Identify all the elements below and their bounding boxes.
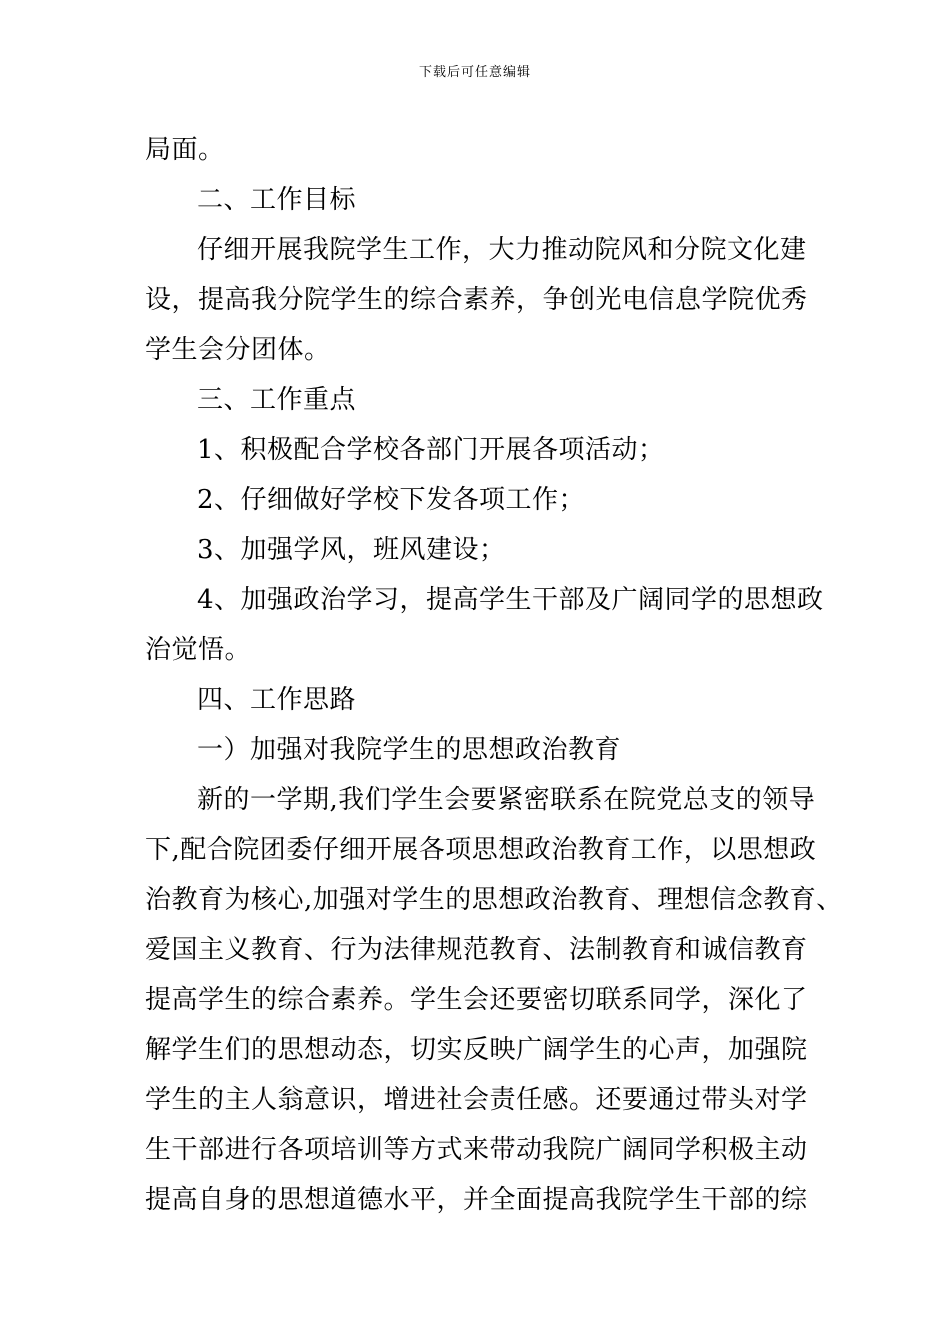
text-line-16: 治教育为核心,加强对学生的思想政治教育、理想信念教育、 <box>145 885 843 915</box>
text-line-3: 仔细开展我院学生工作，大力推动院风和分院文化建 <box>197 235 807 265</box>
text-line-5: 学生会分团体。 <box>145 335 331 365</box>
text-line-15: 下,配合院团委仔细开展各项思想政治教育工作，以思想政 <box>145 835 817 865</box>
list-item-4: 4、加强政治学习，提高学生干部及广阔同学的思想政 <box>197 585 824 615</box>
list-item-2: 2、仔细做好学校下发各项工作； <box>197 485 586 515</box>
text-line-18: 提高学生的综合素养。学生会还要密切联系同学，深化了 <box>145 985 808 1015</box>
text-line-4: 设，提高我分院学生的综合素养，争创光电信息学院优秀 <box>145 285 808 315</box>
text-line-11: 治觉悟。 <box>145 635 252 665</box>
text-line-19: 解学生们的思想动态，切实反映广阔学生的心声，加强院 <box>145 1035 808 1065</box>
section-heading-approach: 四、工作思路 <box>197 685 357 715</box>
subsection-heading-1: 一）加强对我院学生的思想政治教育 <box>197 735 622 765</box>
text-line-20: 学生的主人翁意识，增进社会责任感。还要通过带头对学 <box>145 1085 808 1115</box>
page-header-note: 下载后可任意编辑 <box>418 65 531 80</box>
text-line-21: 生干部进行各项培训等方式来带动我院广阔同学积极主动 <box>145 1135 808 1165</box>
text-line-1: 局面。 <box>145 135 225 165</box>
section-heading-goals: 二、工作目标 <box>197 185 357 215</box>
list-item-3: 3、加强学风，班风建设； <box>197 535 506 565</box>
text-line-17: 爱国主义教育、行为法律规范教育、法制教育和诚信教育 <box>145 935 808 965</box>
list-item-1: 1、积极配合学校各部门开展各项活动； <box>197 435 665 465</box>
text-line-22: 提高自身的思想道德水平，并全面提高我院学生干部的综 <box>145 1185 808 1215</box>
document-body <box>145 125 843 1225</box>
text-line-14: 新的一学期,我们学生会要紧密联系在院党总支的领导 <box>197 785 816 815</box>
section-heading-focus: 三、工作重点 <box>197 385 357 415</box>
